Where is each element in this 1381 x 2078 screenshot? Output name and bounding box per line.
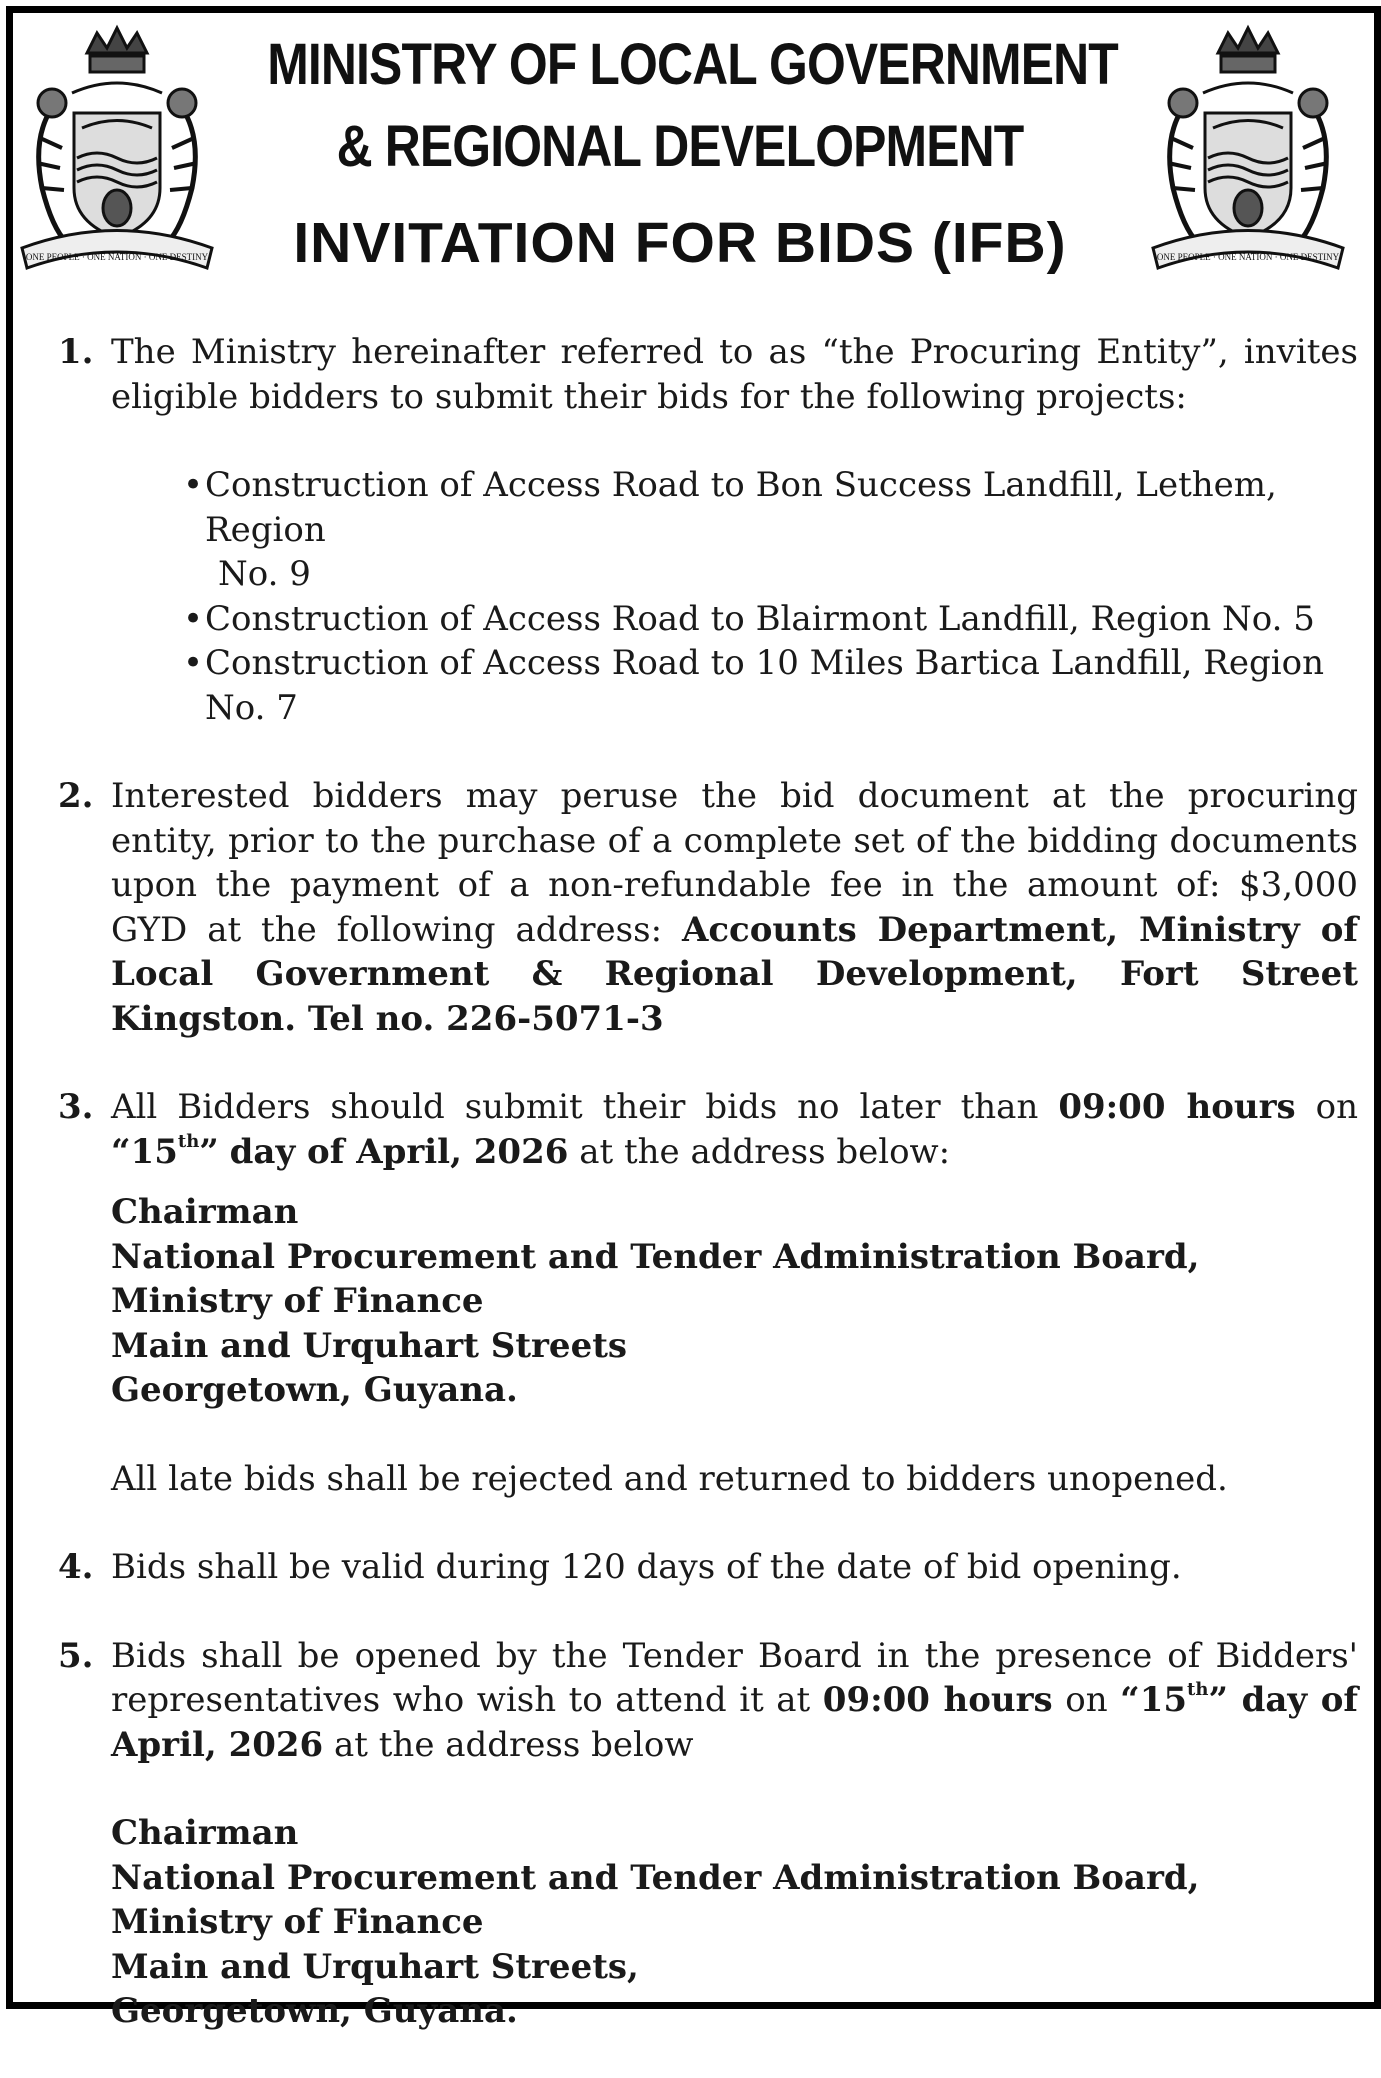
opening-date: April, 2026 <box>111 1724 324 1765</box>
clause-1-text: The Ministry hereinafter referred to as “the Procuring Entity”, invites eligible bidders to submit their bids for the following projects: <box>111 332 1358 417</box>
clause-2-text: Interested bidders may peruse the bid document at the procuring entity, prior to the purchase of a complete set of the bidding documents upon the payment of a non-refundable fee in the amount of: $3,000 GYD at the following address: <box>111 776 1358 950</box>
notice-header <box>200 24 1160 298</box>
address-line: National Procurement and Tender Administration Board, <box>111 1857 1200 1898</box>
notice-subtitle: INVITATION FOR BIDS (IFB) <box>293 211 1067 275</box>
project-item <box>183 463 1358 597</box>
clause-3-post: at the address below: <box>579 1131 951 1172</box>
clause-number: 4. <box>58 1547 94 1587</box>
address-line: Main and Urquhart Streets, <box>111 1946 639 1987</box>
clause-4-text: Bids shall be valid during 120 days of the date of bid opening. <box>111 1547 1182 1587</box>
submission-address <box>111 1190 1358 1413</box>
coat-of-arms-right <box>1143 18 1353 288</box>
day-close-quote: ” day of <box>1208 1680 1359 1720</box>
day-suffix: th <box>177 1130 200 1152</box>
clause-number: 2. <box>58 776 94 816</box>
day-close-quote: ” <box>199 1131 219 1172</box>
clause-3-on: on <box>1315 1087 1358 1127</box>
address-line: Chairman <box>111 1813 299 1853</box>
clause-2 <box>58 774 1358 1041</box>
clause-5-on: on <box>1065 1680 1108 1720</box>
address-line: National Procurement and Tender Administration Board, <box>111 1236 1200 1277</box>
address-line: Main and Urquhart Streets <box>111 1325 628 1366</box>
clause-number: 5. <box>58 1635 94 1676</box>
clause-5-post: at the address below <box>334 1724 694 1765</box>
clause-number: 1. <box>58 332 94 372</box>
late-bids-note: All late bids shall be rejected and returned to bidders unopened. <box>111 1458 1228 1499</box>
notice-body <box>58 330 1358 2078</box>
day-number: “15 <box>1120 1680 1188 1720</box>
clause-3-text: All Bidders should submit their bids no later than <box>111 1087 1039 1127</box>
coat-of-arms-left <box>12 18 222 288</box>
opening-day <box>1120 1680 1358 1720</box>
address-line: Georgetown, Guyana. <box>111 1991 518 2031</box>
address-line: Georgetown, Guyana. <box>111 1370 518 1410</box>
project-item: • Construction of Access Road to 10 Miles Bartica Landfill, Region No. 7 <box>183 641 1358 730</box>
address-line: Ministry of Finance <box>111 1902 484 1942</box>
project-item: • Construction of Access Road to Blairmont Landfill, Region No. 5 <box>183 597 1358 642</box>
day-number: “15 <box>111 1131 178 1172</box>
project-item-continuation: No. 9 <box>218 554 311 594</box>
ministry-title-line-2: & REGIONAL DEVELOPMENT <box>336 114 1024 179</box>
project-item-text: Construction of Access Road to Bon Success Landfill, Lethem, Region <box>205 465 1277 550</box>
clause-5-text: Bids shall be opened by the Tender Board in the presence of Bidders' representatives who wish to attend it at <box>111 1635 1358 1720</box>
ministry-title-line-1: MINISTRY OF LOCAL GOVERNMENT <box>267 32 1118 97</box>
project-list <box>111 463 1358 730</box>
address-line: Ministry of Finance <box>111 1281 484 1321</box>
clause-3 <box>58 1085 1358 1501</box>
address-line: Chairman <box>111 1192 299 1232</box>
day-suffix: th <box>1187 1679 1209 1700</box>
clause-1 <box>58 330 1358 730</box>
submission-date: day of April, 2026 <box>229 1131 569 1172</box>
submission-day <box>111 1132 219 1172</box>
opening-time: 09:00 hours <box>822 1680 1053 1720</box>
svg-text:ONE PEOPLE · ONE NATION · ONE: ONE PEOPLE · ONE NATION · ONE DESTINY <box>25 252 209 262</box>
clause-5 <box>58 1634 1358 2034</box>
accounts-address: Accounts Department, Ministry of Local Government & Regional Development, Fort Street Kingston. Tel no. 226-5071-3 <box>111 909 1358 1039</box>
svg-text:ONE PEOPLE · ONE NATION · ONE: ONE PEOPLE · ONE NATION · ONE DESTINY <box>1156 252 1340 262</box>
submission-time: 09:00 hours <box>1058 1087 1296 1127</box>
opening-address <box>111 1811 1358 2034</box>
clause-4 <box>58 1545 1358 1590</box>
clause-number: 3. <box>58 1087 94 1127</box>
